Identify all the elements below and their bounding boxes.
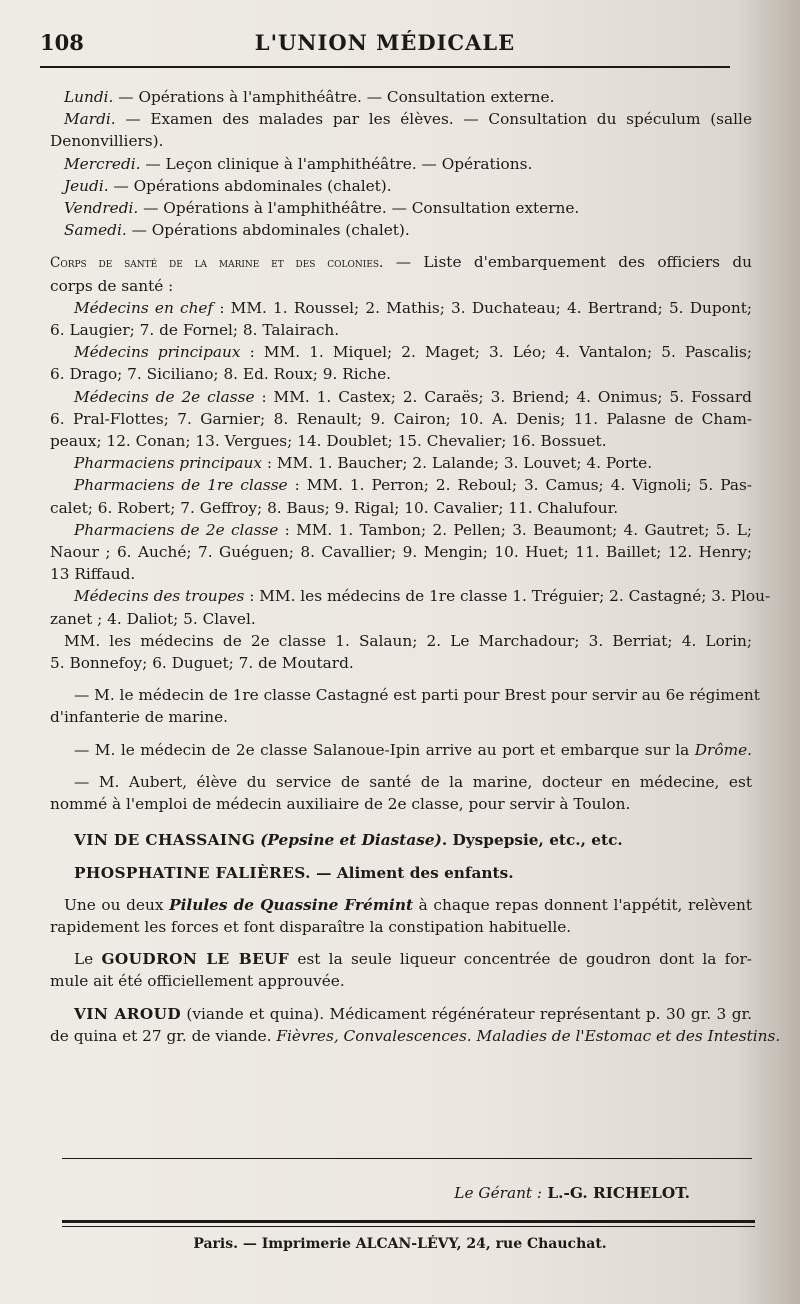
spacer [50,729,752,739]
group-pharmaciens-2e-classe-cont2: 13 Riffaud. [50,565,136,584]
schedule-tuesday: Mardi. — Examen des malades par les élèves. — Consultation du spéculum (salle [64,110,752,129]
spacer [50,815,752,829]
ad-vin-aroud: VIN AROUD (viande et quina). Médicament régénérateur représentant p. 30 gr. 3 gr. [74,1004,752,1023]
page-header [40,26,730,62]
ad-goudron: Le GOUDRON LE BEUF est la seule liqueur concentrée de goudron dont la for- [74,950,752,969]
spacer [50,241,752,251]
group-medecins-principaux-cont: 6. Drago; 7. Siciliano; 8. Ed. Roux; 9. Riche. [50,365,392,384]
spacer [50,993,752,1003]
page-number: 108 [40,30,84,55]
spacer [50,852,752,862]
group-pharmaciens-2e-classe: Pharmaciens de 2e classe : MM. 1. Tambon; 2. Pellen; 3. Beaumont; 4. Gautret; 5. L; [74,520,753,539]
spacer [50,938,752,948]
corps-intro-cont: corps de santé : [50,276,174,295]
group-medecins-chef-cont: 6. Laugier; 7. de Fornel; 8. Talairach. [50,321,340,340]
schedule-friday: Vendredi. — Opérations à l'amphithéâtre. — Consultation externe. [64,199,580,218]
group-troupes-2e-classe-cont: 5. Bonnefoy; 6. Duguet; 7. de Moutard. [50,654,354,673]
schedule-monday: Lundi. — Opérations à l'amphithéâtre. — Consultation externe. [64,88,555,106]
group-pharmaciens-principaux: Pharmaciens principaux : MM. 1. Baucher; 2. Lalande; 3. Louvet; 4. Porte. [74,454,653,473]
ad-pilules: Une ou deux Pilules de Quassine Frémint à chaque repas donnent l'appétit, relèvent [64,895,752,914]
corps-heading-line: Corps de santé de la marine et des colonies. — Liste d'embarquement des officiers du [50,253,752,272]
header-rule [40,66,730,68]
news-aubert: — M. Aubert, élève du service de santé de la marine, docteur en médecine, est [74,772,752,791]
schedule-thursday: Jeudi. — Opérations abdominales (chalet). [64,176,392,195]
corps-heading: Corps de santé de la marine et des colonies. [50,255,384,272]
group-pharmaciens-2e-classe-cont1: Naour ; 6. Auché; 7. Guéguen; 8. Cavallier; 9. Mengin; 10. Huet; 11. Baillet; 12. Henry; [50,543,752,562]
news-aubert-cont: nommé à l'emploi de médecin auxiliaire de 2e classe, pour servir à Toulon. [50,795,631,814]
footer-double-rule-thin [62,1226,755,1227]
spacer [50,674,752,684]
spacer [50,761,752,771]
group-medecins-troupes: Médecins des troupes : MM. les médecins de 1re classe 1. Tréguier; 2. Castagné; 3. Plou- [74,587,771,606]
group-medecins-2e-classe: Médecins de 2e classe : MM. 1. Castex; 2. Caraës; 3. Briend; 4. Onimus; 5. Fossard [74,387,752,406]
ad-vin-aroud-cont: de quina et 27 gr. de viande. Fièvres, Convalescences. Maladies de l'Estomac et des Intestins. [50,1026,781,1045]
ship-name: Drôme. [694,740,752,759]
group-medecins-chef: Médecins en chef : MM. 1. Roussel; 2. Mathis; 3. Duchateau; 4. Bertrand; 5. Dupont; [74,298,752,317]
group-pharmaciens-1re-classe-cont: calet; 6. Robert; 7. Geffroy; 8. Baus; 9. Rigal; 10. Cavalier; 11. Chalufour. [50,498,619,517]
ad-vin-chassaing: VIN DE CHASSAING (Pepsine et Diastase). Dyspepsie, etc., etc. [74,831,623,850]
footer-rule [62,1158,752,1159]
news-castagne: — M. le médecin de 1re classe Castagné est parti pour Brest pour servir au 6e régiment [74,686,760,705]
schedule-wednesday: Mercredi. — Leçon clinique à l'amphithéâtre. — Opérations. [64,154,533,173]
news-salanoue: — M. le médecin de 2e classe Salanoue-Ipin arrive au port et embarque sur la Drôme. [74,740,752,759]
group-medecins-troupes-cont: zanet ; 4. Daliot; 5. Clavel. [50,609,256,628]
group-medecins-2e-classe-cont2: peaux; 12. Conan; 13. Vergues; 14. Doublet; 15. Chevalier; 16. Bossuet. [50,432,607,451]
article-body [50,86,781,1047]
spacer [50,884,752,894]
ad-pilules-cont: rapidement les forces et font disparaître la constipation habituelle. [50,917,572,936]
ad-phosphatine: PHOSPHATINE FALIÈRES. — Aliment des enfants. [74,863,514,882]
ad-goudron-cont: mule ait été officiellement approuvée. [50,972,345,991]
group-pharmaciens-1re-classe: Pharmaciens de 1re classe : MM. 1. Perron; 2. Reboul; 3. Camus; 4. Vignoli; 5. Pas- [74,476,752,495]
group-medecins-2e-classe-cont1: 6. Pral-Flottes; 7. Garnier; 8. Renault; 9. Cairon; 10. A. Denis; 11. Palasne de Cham- [50,409,752,428]
footer-double-rule-thick [62,1220,755,1223]
signature: Le Gérant : L.-G. RICHELOT. [454,1184,690,1202]
group-troupes-2e-classe: MM. les médecins de 2e classe 1. Salaun; 2. Le Marchadour; 3. Berriat; 4. Lorin; [64,631,752,650]
running-title: L'UNION MÉDICALE [254,30,516,55]
group-medecins-principaux: Médecins principaux : MM. 1. Miquel; 2. Maget; 3. Léo; 4. Vantalon; 5. Pascalis; [74,343,752,362]
printer-imprint: Paris. — Imprimerie ALCAN-LÉVY, 24, rue Chauchat. [193,1236,607,1252]
schedule-tuesday-cont: Denonvilliers). [50,132,164,151]
news-castagne-cont: d'infanterie de marine. [50,708,228,727]
schedule-saturday: Samedi. — Opérations abdominales (chalet). [64,221,410,240]
